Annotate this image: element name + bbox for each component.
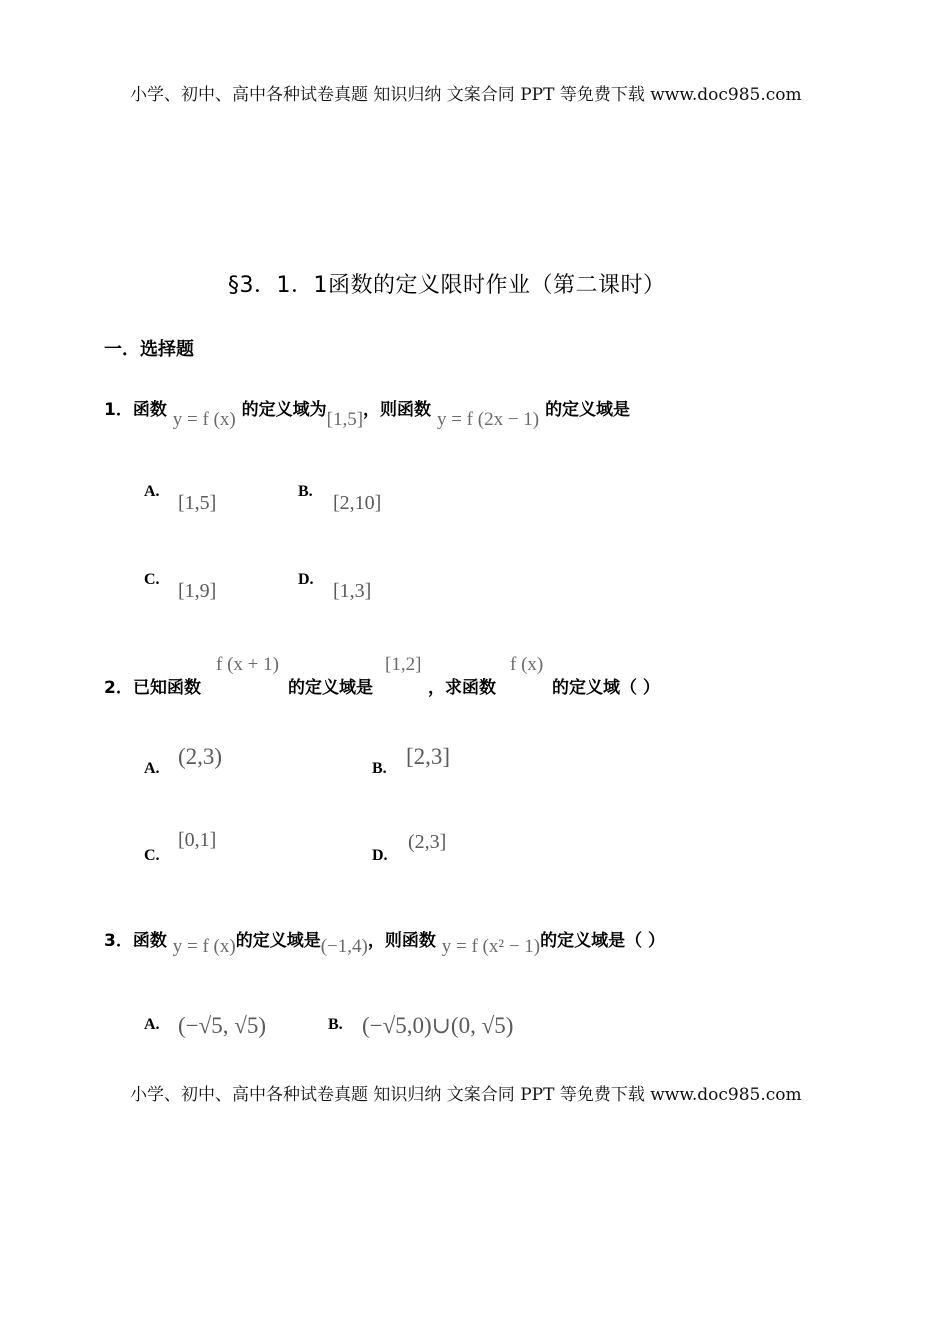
question-text: 的定义域（ ）: [552, 678, 660, 698]
option-label: C.: [144, 571, 160, 588]
option-value: [1,9]: [178, 580, 217, 602]
page-header: 小学、初中、高中各种试卷真题 知识归纳 文案合同 PPT 等免费下载 www.doc985.com: [130, 85, 802, 105]
option-value: [2,10]: [333, 492, 382, 514]
math-expression: f (x): [510, 654, 544, 675]
option-value: (−√5, √5): [178, 1013, 267, 1038]
question-text: 的定义域是: [288, 678, 373, 698]
question-text: 的定义域是: [235, 931, 321, 951]
question-text: 函数: [132, 931, 167, 951]
question-text: ，求函数: [428, 678, 496, 698]
option-value: [2,3]: [406, 744, 451, 769]
page-title: §3．1．1函数的定义限时作业（第二课时）: [228, 273, 666, 298]
section-heading: 一．选择题: [104, 339, 194, 360]
question-text: ，则函数: [363, 400, 432, 420]
question-text: 的定义域为: [241, 400, 327, 420]
option-value: (−√5,0)∪(0, √5): [362, 1013, 514, 1038]
question-1: [104, 395, 631, 430]
math-expression: f (x + 1): [216, 654, 279, 675]
page-footer: 小学、初中、高中各种试卷真题 知识归纳 文案合同 PPT 等免费下载 www.doc985.com: [130, 1085, 802, 1105]
math-expression: y = f (x): [172, 936, 236, 957]
math-expression: y = f (x): [172, 409, 236, 430]
question-3: [104, 926, 666, 957]
question-text: ，则函数: [367, 931, 436, 951]
question-number: 1．: [104, 400, 133, 420]
option-label: D.: [372, 847, 388, 864]
question-number: 3．: [104, 931, 133, 951]
question-text: 的定义域是（ ）: [540, 931, 666, 951]
option-label: A.: [144, 760, 160, 777]
option-value: [0,1]: [178, 829, 217, 851]
option-label: B.: [328, 1016, 343, 1033]
option-label: B.: [372, 760, 387, 777]
option-label: C.: [144, 847, 160, 864]
question-text: 函数: [132, 400, 167, 420]
option-label: B.: [298, 483, 313, 500]
question-text: 已知函数: [133, 678, 201, 698]
option-value: [1,5]: [178, 492, 217, 514]
question-2: 2．: [104, 678, 133, 698]
math-expression: y = f (x² − 1): [441, 936, 541, 957]
option-value: [1,3]: [333, 580, 372, 602]
option-value: (2,3): [178, 744, 223, 769]
option-value: (2,3]: [408, 831, 447, 853]
option-label: D.: [298, 571, 314, 588]
option-label: A.: [144, 1016, 160, 1033]
math-expression: y = f (2x − 1): [436, 409, 540, 430]
option-label: A.: [144, 483, 160, 500]
question-text: 的定义域是: [545, 400, 631, 420]
math-expression: (−1,4): [320, 936, 368, 957]
math-expression: [1,5]: [326, 409, 364, 430]
math-expression: [1,2]: [385, 654, 422, 675]
